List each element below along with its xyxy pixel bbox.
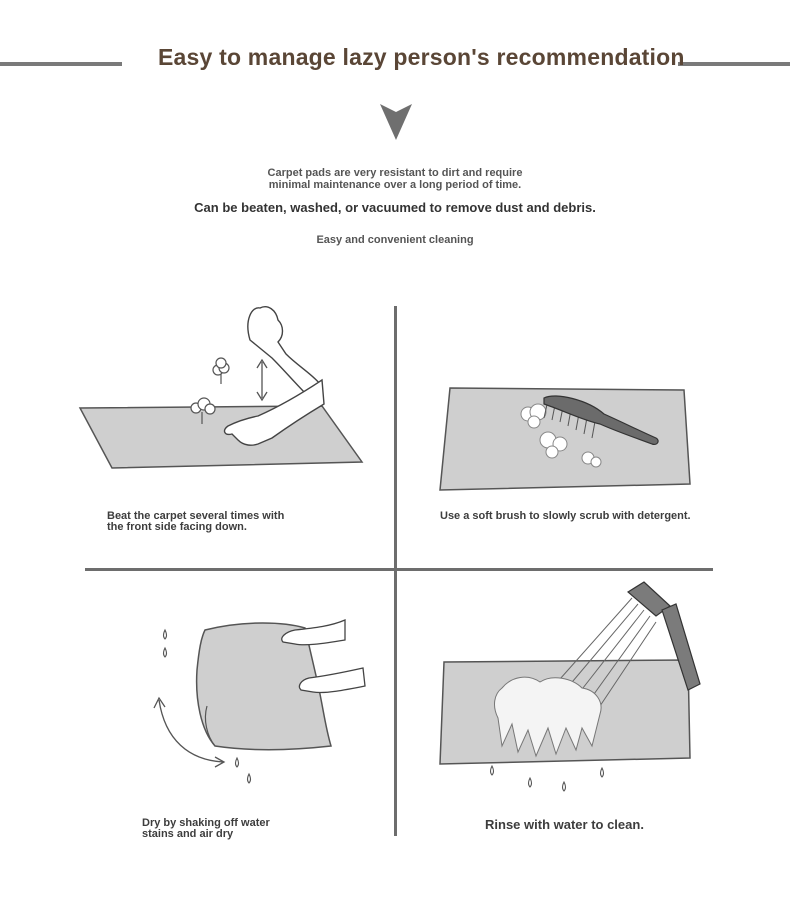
- header-rule-left: [0, 62, 122, 66]
- grid-divider-horizontal: [85, 568, 713, 571]
- step-4-caption: Rinse with water to clean.: [485, 817, 644, 832]
- shaking-dry-illustration: [145, 610, 375, 790]
- step-2-caption: Use a soft brush to slowly scrub with detergent.: [440, 510, 691, 522]
- intro-text-line-1: Carpet pads are very resistant to dirt and require: [267, 167, 523, 179]
- grid-divider-vertical: [394, 306, 397, 836]
- intro-subheading: Easy and convenient cleaning: [316, 234, 474, 246]
- intro-text-line-2: minimal maintenance over a long period of time.: [268, 179, 522, 191]
- beating-carpet-illustration: [72, 300, 372, 480]
- step-3-caption-line-1: Dry by shaking off water: [142, 817, 270, 829]
- down-arrow-icon: [380, 100, 412, 140]
- brush-scrub-illustration: [432, 380, 702, 500]
- step-1-caption-line-2: the front side facing down.: [107, 521, 247, 533]
- step-1-caption-line-1: Beat the carpet several times with: [107, 510, 285, 522]
- intro-text-highlight: Can be beaten, washed, or vacuumed to remove dust and debris.: [194, 200, 596, 215]
- rinse-shower-illustration: [432, 578, 712, 798]
- step-3-caption-line-2: stains and air dry: [142, 828, 234, 840]
- page-title: Easy to manage lazy person's recommendation: [158, 44, 685, 70]
